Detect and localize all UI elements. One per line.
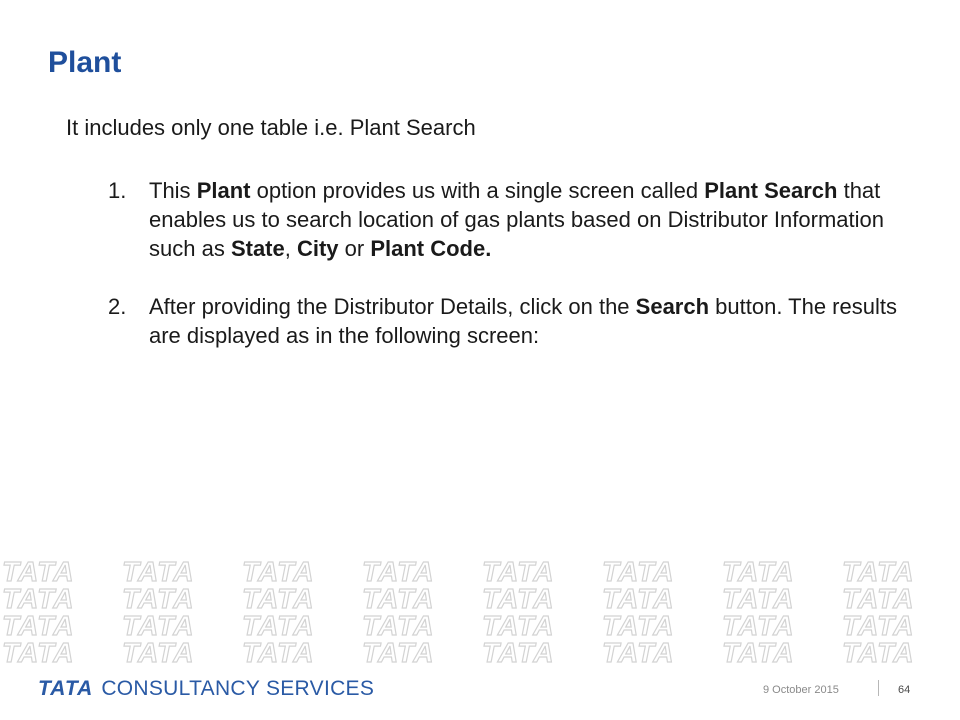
bold-term: City <box>296 236 339 261</box>
list-text: that enables us to search location of gas plants based on Distributor Information such as <box>149 178 884 261</box>
tcs-logo <box>38 677 374 701</box>
slide-title: Plant <box>48 46 122 79</box>
list-text: This <box>149 178 197 203</box>
bold-term: Plant Search <box>704 178 838 203</box>
list-text: , <box>284 236 297 261</box>
list-item <box>108 292 898 350</box>
list-item <box>108 176 898 263</box>
list-text: button. The results are displayed as in the following screen: <box>149 294 897 348</box>
list-number: 1. <box>108 178 127 203</box>
footer-divider <box>878 680 879 696</box>
bold-term: Plant Code. <box>370 236 492 261</box>
list-text: option provides us with a single screen called <box>250 178 705 203</box>
page-number: 64 <box>898 684 911 696</box>
intro-text: It includes only one table i.e. Plant Search <box>66 115 476 140</box>
list-text: After providing the Distributor Details, click on the <box>149 294 636 319</box>
list-number: 2. <box>108 294 127 319</box>
bold-term: State <box>230 236 285 261</box>
numbered-list <box>108 176 898 379</box>
footer-date: 9 October 2015 <box>763 684 839 696</box>
logo-brand: TATA <box>38 677 94 700</box>
list-text: or <box>338 236 371 261</box>
logo-name: CONSULTANCY SERVICES <box>101 677 375 700</box>
bold-term: Search <box>635 294 710 319</box>
tata-pattern-band <box>0 558 960 666</box>
bold-term: Plant <box>196 178 251 203</box>
